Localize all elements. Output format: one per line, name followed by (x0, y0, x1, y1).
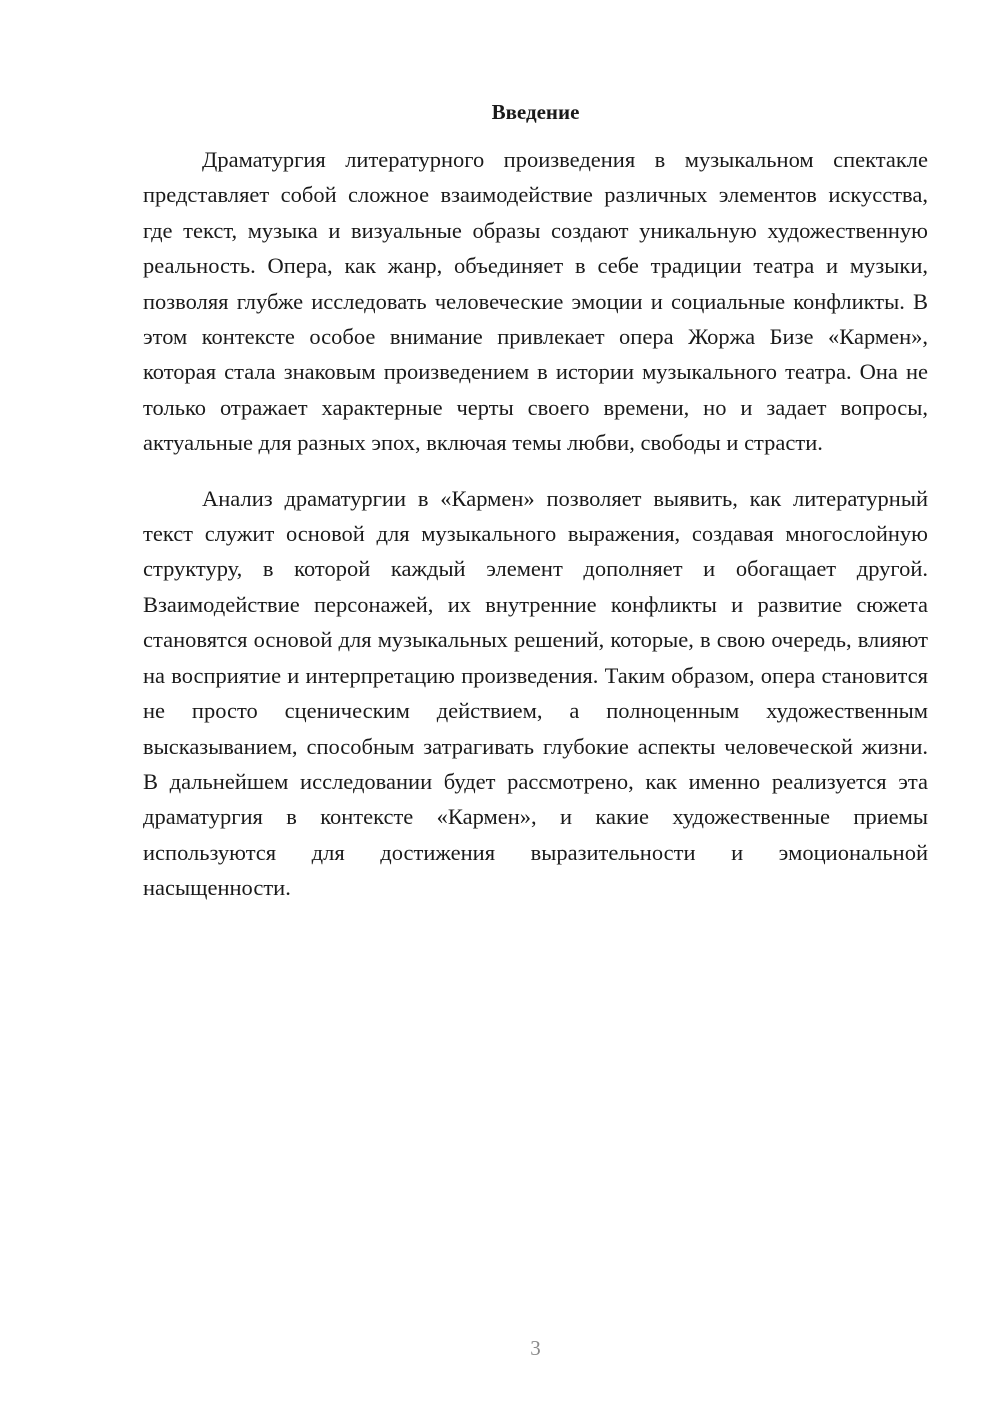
body-text (143, 142, 928, 906)
paragraph-1: Драматургия литературного произведения в музыкальном спектакле представляет собой сложное взаимодействие различных элементов искусства, где текст, музыка и визуальные образы создают уникальную художественную реальность. Опера, как жанр, объединяет в себе традиции театра и музыки, позволяя глубже исследовать человеческие эмоции и социальные конфликты. В этом контексте особое внимание привлекает опера Жоржа Бизе «Кармен», которая стала знаковым произведением в истории музыкального театра. Она не только отражает характерные черты своего времени, но и задает вопросы, актуальные для разных эпох, включая темы любви, свободы и страсти. (143, 147, 928, 456)
paragraph-2: Анализ драматургии в «Кармен» позволяет выявить, как литературный текст служит основой для музыкального выражения, создавая многослойную структуру, в которой каждый элемент дополняет и обогащает другой. Взаимодействие персонажей, их внутренние конфликты и развитие сюжета становятся основой для музыкальных решений, которые, в свою очередь, влияют на восприятие и интерпретацию произведения. Таким образом, опера становится не просто сценическим действием, а полноценным художественным высказыванием, способным затрагивать глубокие аспекты человеческой жизни. В дальнейшем исследовании будет рассмотрено, как именно реализуется эта драматургия в контексте «Кармен», и какие художественные приемы используются для достижения выразительности и эмоциональной насыщенности. (143, 485, 928, 901)
section-heading: Введение (491, 100, 580, 124)
page-number: 3 (530, 1336, 541, 1360)
